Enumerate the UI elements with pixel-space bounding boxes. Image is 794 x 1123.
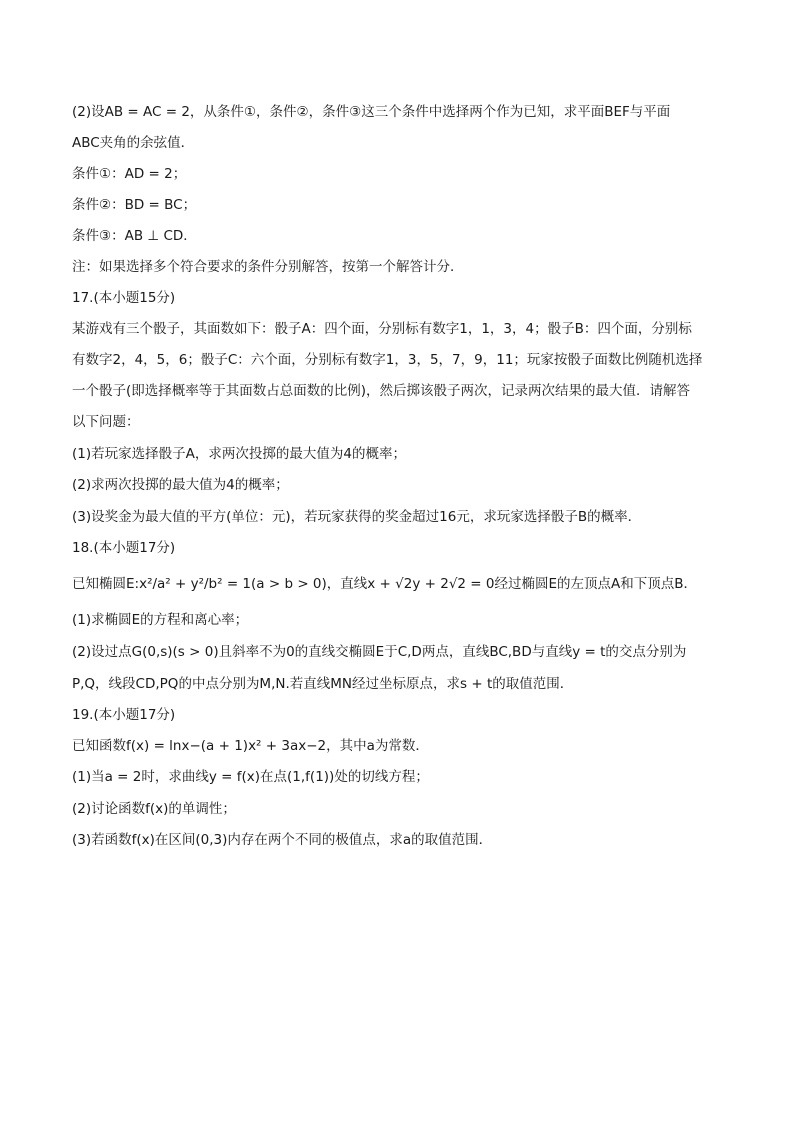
q19-part3: (3)若函数f(x)在区间(0,3)内存在两个不同的极值点，求a的取值范围．: [72, 832, 493, 848]
q19-part1: (1)当a = 2时，求曲线y = f(x)在点(1,f(1))处的切线方程；: [72, 769, 429, 785]
q16-part2-line1: (2)设AB = AC = 2，从条件①，条件②，条件③这三个条件中选择两个作为已知，求平面BEF与平面: [72, 104, 671, 120]
q17-part3: (3)设奖金为最大值的平方(单位：元)，若玩家获得的奖金超过16元，求玩家选择骰子B的概率．: [72, 509, 642, 525]
note-line: 注：如果选择多个符合要求的条件分别解答，按第一个解答计分．: [72, 259, 464, 275]
q19-stem: 已知函数f(x) = lnx−(a + 1)x² + 3ax−2，其中a为常数．: [72, 738, 429, 754]
q18-heading: 18.(本小题17分): [72, 540, 176, 556]
q18-stem: 已知椭圆E:x²/a² + y²/b² = 1(a > b > 0)，直线x + √2y + 2√2 = 0经过椭圆E的左顶点A和下顶点B．: [72, 576, 698, 592]
q18-part2-line2: P,Q，线段CD,PQ的中点分别为M,N.若直线MN经过坐标原点，求s + t的取值范围．: [72, 676, 574, 692]
q17-stem-line2: 有数字2，4，5，6；骰子C：六个面，分别标有数字1，3，5，7，9，11；玩家按骰子面数比例随机选择: [72, 352, 703, 368]
q17-part2: (2)求两次投掷的最大值为4的概率；: [72, 477, 289, 493]
q17-stem-line1: 某游戏有三个骰子，其面数如下：骰子A：四个面，分别标有数字1，1，3，4；骰子B：四个面，分别标: [72, 321, 692, 337]
q18-part1: (1)求椭圆E的方程和离心率；: [72, 612, 249, 628]
q17-stem-line3: 一个骰子(即选择概率等于其面数占总面数的比例)，然后掷该骰子两次，记录两次结果的最大值．请解答: [72, 383, 691, 399]
q16-part2-line2: ABC夹角的余弦值．: [72, 135, 195, 151]
q17-part1: (1)若玩家选择骰子A，求两次投掷的最大值为4的概率；: [72, 446, 406, 462]
q19-heading: 19.(本小题17分): [72, 707, 176, 723]
q18-part2-line1: (2)设过点G(0,s)(s > 0)且斜率不为0的直线交椭圆E于C,D两点，直线BC,BD与直线y = t的交点分别为: [72, 644, 687, 660]
condition-3: 条件③：AB ⊥ CD．: [72, 228, 197, 244]
condition-2: 条件②：BD = BC；: [72, 197, 197, 213]
q19-part2: (2)讨论函数f(x)的单调性；: [72, 801, 236, 817]
q17-stem-line4: 以下问题：: [72, 414, 140, 430]
condition-1: 条件①：AD = 2；: [72, 166, 187, 182]
q17-heading: 17.(本小题15分): [72, 290, 176, 306]
